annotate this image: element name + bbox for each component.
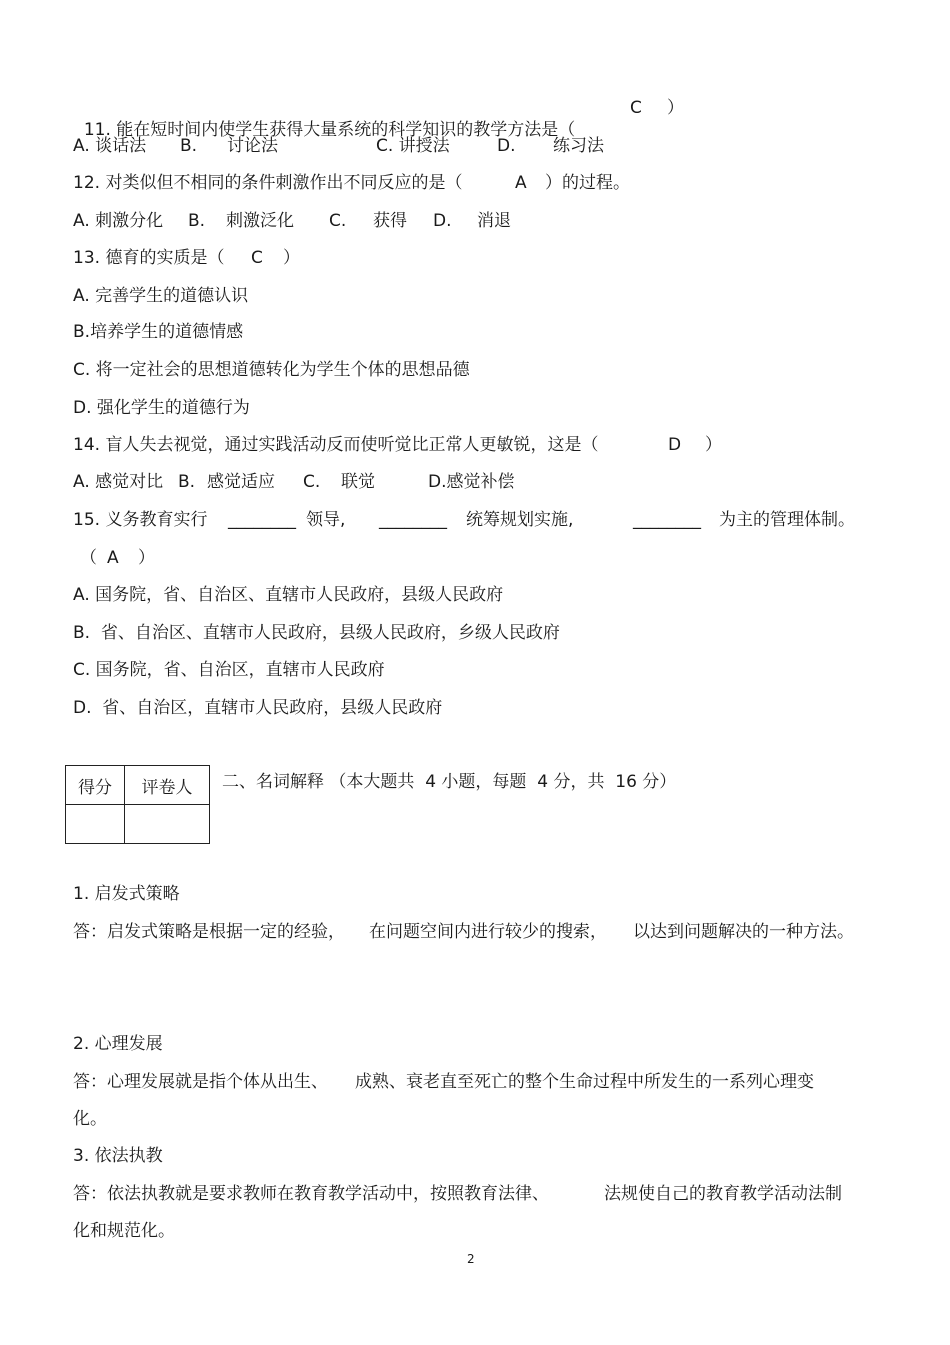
answer-letter: A bbox=[107, 548, 119, 568]
stem-part: 为主的管理体制。 bbox=[719, 510, 855, 530]
option-c-letter: C. bbox=[329, 211, 347, 231]
option-b-letter: B. bbox=[188, 211, 206, 231]
option-b-text: 刺激泛化 bbox=[226, 211, 294, 231]
option-b: B. 省、自治区、直辖市人民政府，县级人民政府，乡级人民政府 bbox=[73, 623, 560, 643]
open-paren: （ bbox=[80, 548, 97, 568]
answer-letter: C bbox=[251, 248, 263, 268]
option-c-text: 获得 bbox=[373, 211, 407, 231]
option-d-text: 消退 bbox=[477, 211, 511, 231]
answer-part: 成熟、衰老直至死亡的整个生命过程中所发生的一系列心理变 bbox=[355, 1072, 814, 1092]
stem-part: 统筹规划实施, bbox=[466, 510, 574, 530]
close-paren: ） bbox=[138, 548, 155, 568]
option-b-text: 感觉适应 bbox=[207, 472, 275, 492]
option-d: D. 省、自治区，直辖市人民政府，县级人民政府 bbox=[73, 698, 443, 718]
option-a: A. 刺激分化 bbox=[73, 211, 164, 231]
option-d-text: 练习法 bbox=[553, 136, 604, 156]
close-paren: ）的过程。 bbox=[545, 173, 630, 193]
score-table bbox=[65, 765, 210, 844]
option-a: A. 感觉对比 bbox=[73, 472, 164, 492]
answer-line-2: 化。 bbox=[73, 1109, 107, 1129]
close-paren: ） bbox=[705, 435, 722, 455]
close-paren: ） bbox=[283, 248, 300, 268]
option-a: A. 完善学生的道德认识 bbox=[73, 286, 249, 306]
score-cell bbox=[66, 805, 125, 844]
blank: ________ bbox=[633, 510, 701, 530]
option-b-letter: B. bbox=[180, 136, 198, 156]
answer-part: 在问题空间内进行较少的搜索， bbox=[369, 922, 607, 942]
term-2-title: 2. 心理发展 bbox=[73, 1034, 163, 1054]
question-stem-text: 11. 能在短时间内使学生获得大量系统的科学知识的教学方法是（ bbox=[83, 120, 576, 140]
answer-part: 答：启发式策略是根据一定的经验， bbox=[73, 922, 345, 942]
option-c: C. 将一定社会的思想道德转化为学生个体的思想品德 bbox=[73, 360, 470, 380]
answer-letter: C bbox=[630, 98, 642, 118]
blank: ________ bbox=[379, 510, 447, 530]
answer-letter: A bbox=[515, 173, 527, 193]
blank: ________ bbox=[228, 510, 296, 530]
grader-cell bbox=[125, 805, 210, 844]
page-number: 2 bbox=[467, 1252, 475, 1266]
close-paren: ） bbox=[667, 98, 684, 118]
option-c: C. 国务院，省、自治区，直辖市人民政府 bbox=[73, 660, 385, 680]
option-b-letter: B. bbox=[178, 472, 196, 492]
answer-part: 法规使自己的教育教学活动法制 bbox=[604, 1184, 842, 1204]
option-d-letter: D. bbox=[497, 136, 516, 156]
option-a: A. 国务院，省、自治区、直辖市人民政府，县级人民政府 bbox=[73, 585, 504, 605]
stem-part: 15. 义务教育实行 bbox=[73, 510, 208, 530]
option-b-text: 讨论法 bbox=[227, 136, 278, 156]
option-c: C. 讲授法 bbox=[376, 136, 450, 156]
option-d: D.感觉补偿 bbox=[428, 472, 515, 492]
answer-line-2: 化和规范化。 bbox=[73, 1221, 175, 1241]
option-b: B.培养学生的道德情感 bbox=[73, 322, 244, 342]
question-13-stem: 13. 德育的实质是（ bbox=[73, 248, 225, 268]
term-1-title: 1. 启发式策略 bbox=[73, 884, 180, 904]
option-d: D. 强化学生的道德行为 bbox=[73, 398, 250, 418]
option-a: A. 谈话法 bbox=[73, 136, 147, 156]
section-2-title: 二、名词解释 （本大题共 4 小题，每题 4 分，共 16 分） bbox=[222, 772, 677, 792]
answer-part: 答：心理发展就是指个体从出生、 bbox=[73, 1072, 328, 1092]
score-header: 得分 bbox=[66, 766, 125, 805]
answer-part: 以达到问题解决的一种方法。 bbox=[633, 922, 854, 942]
answer-part: 答：依法执教就是要求教师在教育教学活动中，按照教育法律、 bbox=[73, 1184, 549, 1204]
term-3-title: 3. 依法执教 bbox=[73, 1146, 163, 1166]
option-c-letter: C. bbox=[303, 472, 321, 492]
option-c-text: 联觉 bbox=[341, 472, 375, 492]
grader-header: 评卷人 bbox=[125, 766, 210, 805]
stem-part: 领导, bbox=[306, 510, 346, 530]
answer-letter: D bbox=[668, 435, 682, 455]
question-14-stem: 14. 盲人失去视觉，通过实践活动反而使听觉比正常人更敏锐，这是（ bbox=[73, 435, 599, 455]
option-d-letter: D. bbox=[433, 211, 452, 231]
question-12-stem: 12. 对类似但不相同的条件刺激作出不同反应的是（ bbox=[73, 173, 463, 193]
